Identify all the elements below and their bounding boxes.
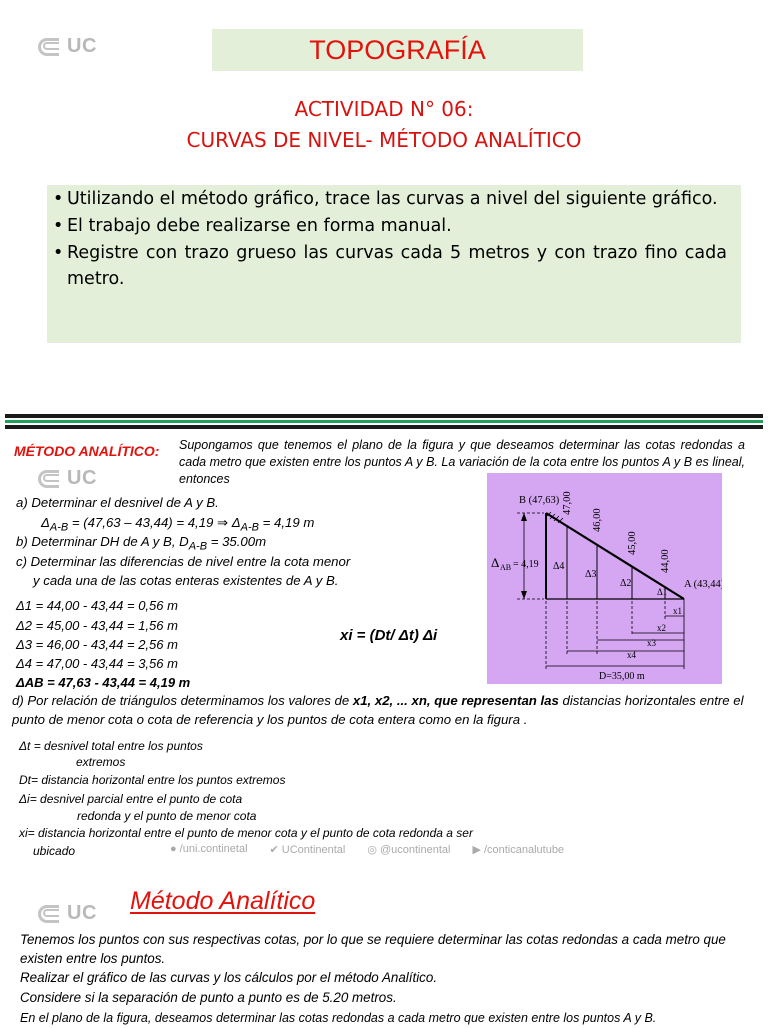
intro-text: Supongamos que tenemos el plano de la figura y que deseamos determinar las cotas redondas a cada metro que existen entre los puntos A y B. La variación de la cota entre los puntos A y B es lineal, entonces <box>179 438 745 486</box>
task-text: Utilizando el método gráfico, trace las curvas a nivel del siguiente gráfico. <box>67 189 718 209</box>
x-dimensions <box>546 599 684 669</box>
x1-label: x1 <box>673 606 682 616</box>
step-d <box>12 691 758 729</box>
x3-label: x3 <box>647 638 656 648</box>
definition-delta-t: Δt = desnivel total entre los puntos <box>19 739 203 753</box>
step-d-text: d) Por relación de triángulos determinamos los valores de <box>12 693 353 708</box>
distance-label: D=35,00 m <box>599 671 645 682</box>
activity-number: ACTIVIDAD N° 06: <box>294 97 474 121</box>
youtube-link[interactable]: ▶ /conticanalutube <box>472 844 565 856</box>
task-list-box <box>47 185 741 343</box>
contour-label-45: 45,00 <box>627 531 638 555</box>
method-label: MÉTODO ANALÍTICO: <box>14 443 160 459</box>
paragraph-graph: Realizar el gráfico de las curvas y los cálculos por el método Analítico. <box>20 970 438 985</box>
definition-delta-i: Δi= desnivel parcial entre el punto de cota <box>19 792 243 806</box>
contour-diagram <box>487 473 722 684</box>
uc-logo-text: UC <box>67 902 97 924</box>
divider-line-dark <box>5 414 763 418</box>
delta-1-label: Δ1 <box>657 587 668 597</box>
definition-dt: Dt= distancia horizontal entre los puntos extremos <box>19 773 286 787</box>
step-b-text: b) Determinar DH de A y B, D <box>16 534 189 549</box>
x4-label: x4 <box>627 650 636 660</box>
delta-3-label: Δ3 <box>585 569 597 580</box>
bullet-icon: • <box>53 216 64 236</box>
paragraph-figure: En el plano de la figura, deseamos determinar las cotas redondas a cada metro que existen entre los puntos A y B. <box>20 1011 657 1025</box>
contour-figure <box>487 473 722 684</box>
delta-4-label: Δ4 <box>553 561 565 572</box>
task-list <box>47 185 741 292</box>
uc-logo <box>38 35 97 58</box>
formula: xi = (Dt/ Δt) Δi <box>340 627 438 644</box>
instagram-icon: ◎ <box>367 844 377 856</box>
step-c-continued: y cada una de las cotas enteras existentes de A y B. <box>33 573 339 588</box>
uc-logo-text: UC <box>67 467 97 489</box>
slide-divider <box>5 414 763 428</box>
step-d-tail: distancias horizontales entre el punto de menor cota o cota de referencia y los puntos de cota entera como en la figura . <box>12 693 744 727</box>
social-links <box>170 843 564 856</box>
youtube-icon: ▶ <box>472 844 481 856</box>
title-box <box>212 29 583 71</box>
delta-ab: ΔAB = 47,63 - 43,44 = 4,19 m <box>16 675 191 690</box>
paragraph-separation: Considere si la separación de punto a punto es de 5.20 metros. <box>20 990 397 1005</box>
point-b-label: B (47,63) <box>519 495 560 506</box>
bullet-icon: • <box>53 189 64 209</box>
delta-subscript: A-B <box>240 521 259 534</box>
step-a-result: = 4,19 m <box>258 515 315 530</box>
paragraph-points: Tenemos los puntos con sus respectivas cotas, por lo que se requiere determinar las cotas redondas a cada metro que existen entre los puntos. <box>20 932 726 966</box>
definition-delta-t-continued: extremos <box>76 755 126 769</box>
uc-logo-mark-icon <box>38 470 64 488</box>
instagram-link[interactable]: ◎ @ucontinental <box>367 844 451 856</box>
facebook-icon: ● <box>170 843 177 855</box>
step-b-subscript: A-B <box>188 540 208 553</box>
contour-label-44: 44,00 <box>660 549 671 573</box>
twitter-icon: ✔ <box>269 844 279 856</box>
delta-1: Δ1 = 44,00 - 43,44 = 0,56 m <box>16 598 178 613</box>
step-a: a) Determinar el desnivel de A y B. <box>16 495 219 510</box>
delta-ab-symbol: Δ <box>491 555 500 570</box>
task-item <box>53 239 727 292</box>
definition-xi: xi= distancia horizontal entre el punto de menor cota y el punto de cota redonda a ser <box>19 826 473 840</box>
x2-label: x2 <box>657 623 666 633</box>
definition-delta-i-continued: redonda y el punto de menor cota <box>77 809 257 823</box>
activity-topic: CURVAS DE NIVEL- MÉTODO ANALÍTICO <box>186 128 582 152</box>
uc-logo-mark-icon <box>38 38 64 56</box>
delta-3: Δ3 = 46,00 - 43,44 = 2,56 m <box>16 637 178 652</box>
delta-ab-subscript: AB <box>500 563 512 572</box>
task-text: Registre con trazo grueso las curvas cada 5 metros y con trazo fino cada metro. <box>67 243 727 289</box>
contour-label-46: 46,00 <box>592 508 603 532</box>
task-text: El trabajo debe realizarse en forma manual. <box>67 216 452 236</box>
step-c: c) Determinar las diferencias de nivel entre la cota menor <box>16 554 351 569</box>
activity-subtitle <box>0 94 768 156</box>
definition-xi-continued: ubicado <box>33 844 76 858</box>
divider-line-dark <box>5 425 763 429</box>
uc-logo <box>38 902 97 925</box>
task-item <box>53 212 727 239</box>
uc-logo <box>38 467 97 490</box>
delta-ab-value: = 4,19 <box>513 559 539 570</box>
delta-4: Δ4 = 47,00 - 43,44 = 3,56 m <box>16 656 178 671</box>
step-b-result: = 35.00m <box>207 534 267 549</box>
point-a-label: A (43,44) <box>684 579 722 590</box>
page-title: TOPOGRAFÍA <box>309 34 486 65</box>
delta-2: Δ2 = 45,00 - 43,44 = 1,56 m <box>16 618 178 633</box>
section-title: Método Analítico <box>130 887 316 915</box>
bullet-icon: • <box>53 243 64 263</box>
uc-logo-mark-icon <box>38 905 64 923</box>
uc-logo-text: UC <box>67 35 97 57</box>
delta-symbol: Δ <box>41 515 50 530</box>
twitter-link[interactable]: ✔ UContinental <box>269 844 346 856</box>
contour-label-47: 47,00 <box>562 491 573 515</box>
delta-2-label: Δ2 <box>620 578 632 589</box>
step-d-bold: x1, x2, ... xn, que representan las <box>352 693 559 708</box>
facebook-link[interactable]: ● /uni.continetal <box>170 843 248 855</box>
task-item <box>53 185 727 212</box>
divider-line-green <box>5 420 763 423</box>
step-a-expression: = (47,63 – 43,44) = 4,19 ⇒ Δ <box>68 515 241 530</box>
delta-subscript: A-B <box>49 521 69 534</box>
